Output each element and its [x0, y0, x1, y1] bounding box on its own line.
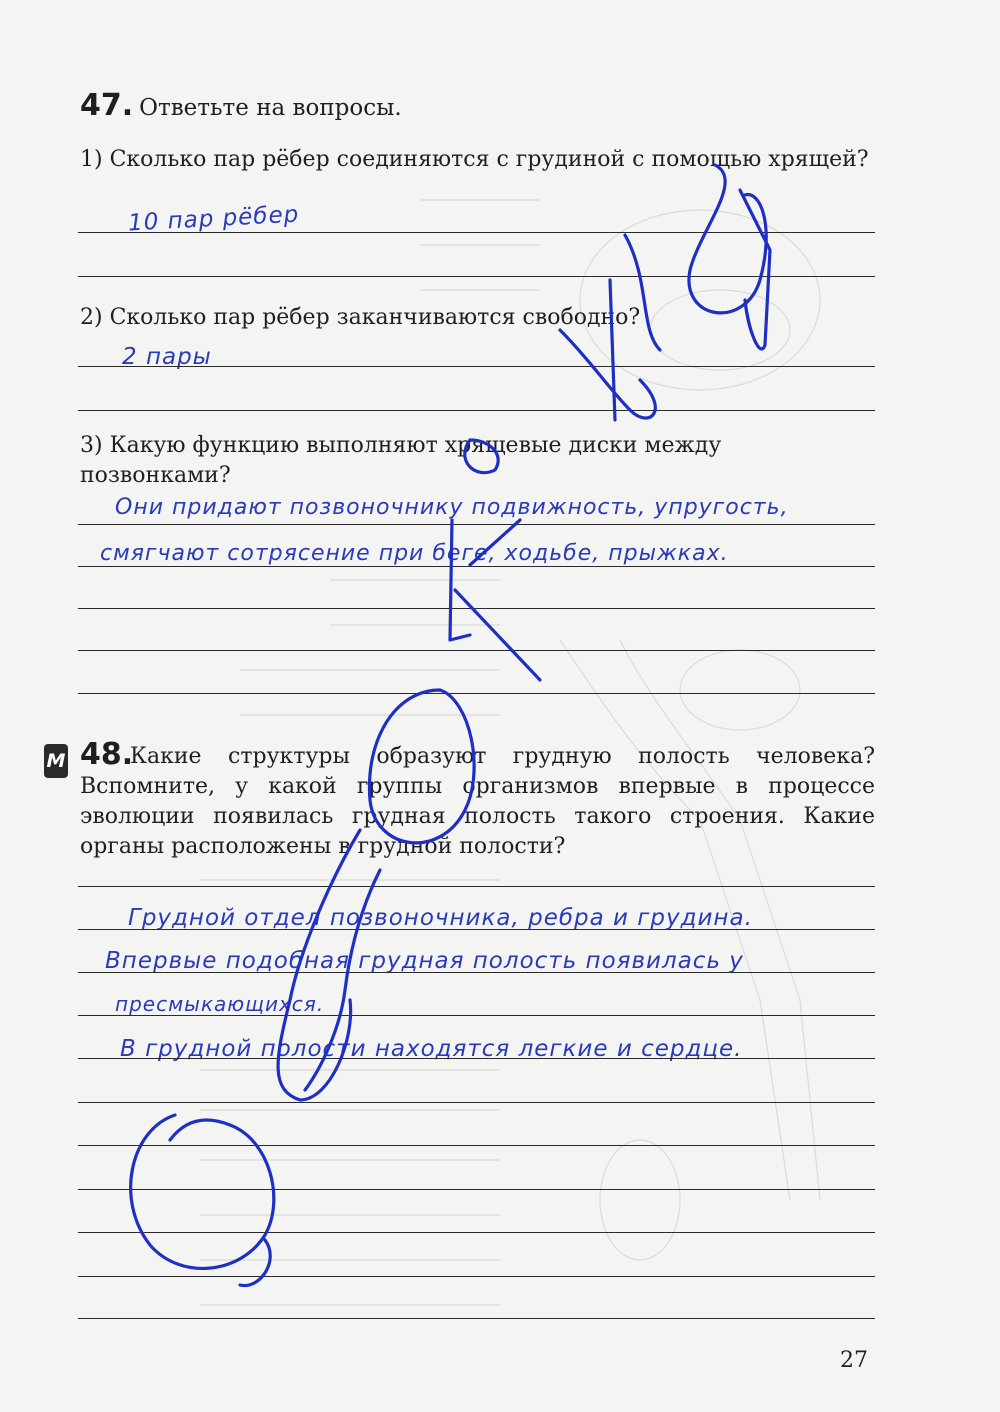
answer-line — [78, 1318, 875, 1319]
task-48-question: Какие структуры образуют грудную полость человека? Вспомните, у какой группы организмов впервые в процессе эволюции появилась грудная полость такого строения. Какие органы расположены в грудной полости? — [80, 744, 875, 859]
answer-line — [78, 1145, 875, 1146]
answer-line — [78, 972, 875, 973]
task-48-marker-badge: М — [44, 744, 68, 778]
answer-line — [78, 566, 875, 567]
answer-line — [78, 1058, 875, 1059]
answer-line — [78, 276, 875, 277]
answer-line — [78, 693, 875, 694]
answer-line — [78, 366, 875, 367]
answer-line — [78, 608, 875, 609]
page-number: 27 — [840, 1348, 868, 1373]
answer-line — [78, 524, 875, 525]
answer-line — [78, 650, 875, 651]
answer-2-line-1: 2 пары — [122, 344, 212, 370]
task-47-number: 47. — [80, 88, 134, 123]
answer-line — [78, 1276, 875, 1277]
question-2: 2) Сколько пар рёбер заканчиваются свободно? — [80, 305, 641, 330]
answer-line — [78, 410, 875, 411]
answer-line — [78, 886, 875, 887]
task-48-number: 48. — [80, 737, 134, 772]
answer-48-line-1: Грудной отдел позвоночника, ребра и грудина. — [128, 905, 753, 931]
answer-line — [78, 1102, 875, 1103]
question-3: 3) Какую функцию выполняют хрящевые диски между позвонками? — [80, 433, 722, 488]
answer-3-line-1: Они придают позвоночнику подвижность, упругость, — [115, 495, 789, 520]
question-1: 1) Сколько пар рёбер соединяются с грудиной с помощью хрящей? — [80, 147, 869, 172]
task-47-title: Ответьте на вопросы. — [139, 95, 402, 121]
answer-line — [78, 1189, 875, 1190]
answer-line — [78, 1015, 875, 1016]
answer-line — [78, 1232, 875, 1233]
answer-48-line-2: Впервые подобная грудная полость появилась у — [105, 948, 744, 974]
answer-line — [78, 929, 875, 930]
task-47-heading — [80, 88, 402, 123]
answer-1-line-1: 10 пар рёбер — [127, 201, 300, 237]
answer-48-line-4: В грудной полости находятся легкие и сердце. — [120, 1036, 743, 1062]
answer-line — [78, 232, 875, 233]
answer-3-line-2: смягчают сотрясение при беге, ходьбе, прыжках. — [100, 541, 729, 566]
answer-48-line-3: пресмыкающихся. — [115, 992, 325, 1016]
